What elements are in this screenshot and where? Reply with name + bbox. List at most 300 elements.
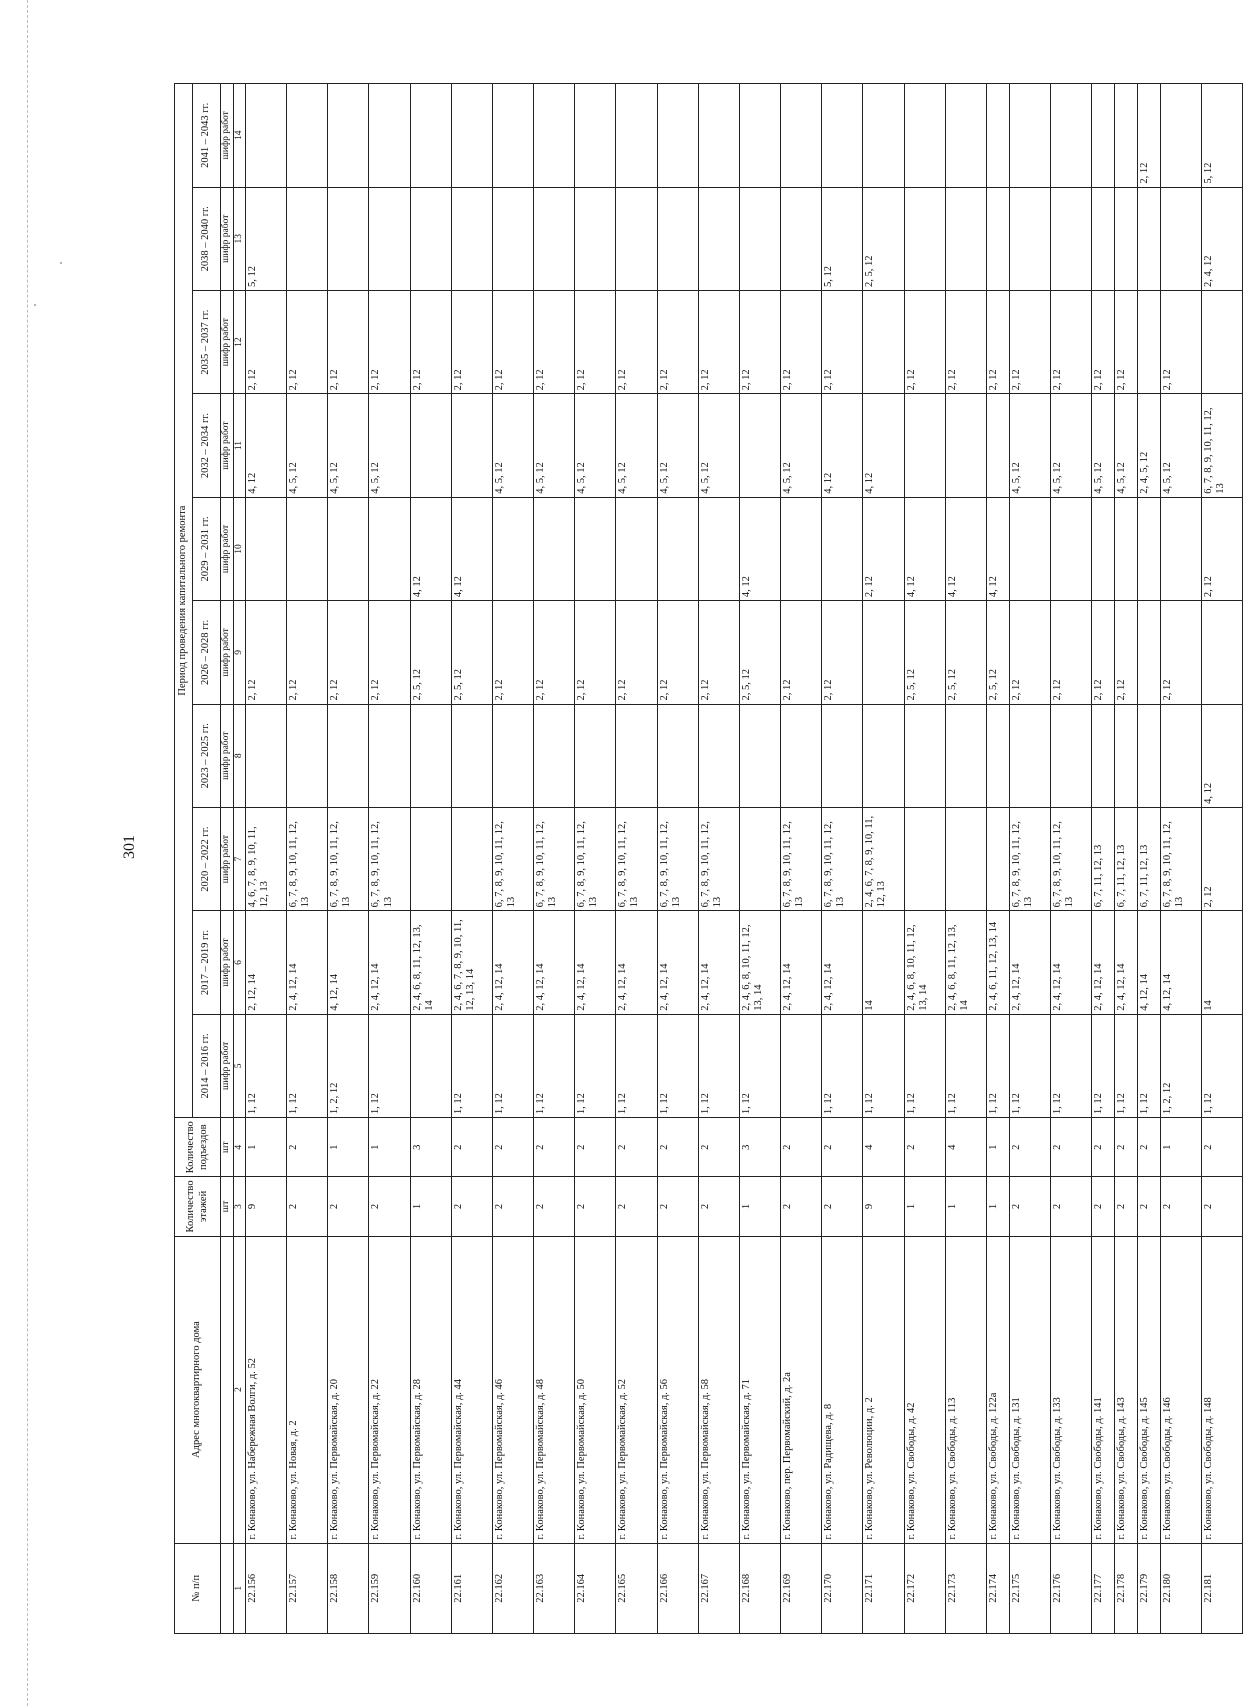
cell-work-2023-2025: [945, 704, 986, 807]
cell-row-number: 22.161: [451, 1543, 492, 1633]
cell-work-2017-2019: 2, 4, 6, 8, 10, 11, 12, 13, 14: [739, 911, 780, 1014]
cell-work-2023-2025: [698, 704, 739, 807]
cell-work-2038-2040: [945, 187, 986, 290]
header-unit-work: шифр работ: [221, 704, 234, 807]
table-row: [945, 84, 986, 1634]
cell-work-2014-2016: 1, 12: [534, 1014, 575, 1117]
header-floors: Количество этажей: [175, 1177, 221, 1236]
cell-work-2029-2031: [575, 497, 616, 600]
cell-work-2041-2043: [410, 84, 451, 188]
cell-work-2035-2037: 2, 12: [1160, 290, 1201, 393]
cell-work-2017-2019: 14: [863, 911, 904, 1014]
header-period: 2035 – 2037 гг.: [193, 290, 221, 393]
cell-floors: 1: [410, 1177, 451, 1236]
cell-work-2026-2028: 2, 5, 12: [904, 601, 945, 704]
header-period: 2032 – 2034 гг.: [193, 394, 221, 497]
cell-work-2032-2034: 4, 5, 12: [616, 394, 657, 497]
cell-work-2038-2040: [328, 187, 369, 290]
cell-work-2035-2037: 2, 12: [1050, 290, 1091, 393]
cell-work-2020-2022: [945, 807, 986, 910]
cell-work-2020-2022: 6, 7, 8, 9, 10, 11, 12, 13: [657, 807, 698, 910]
cell-work-2041-2043: [328, 84, 369, 188]
cell-floors: 2: [1091, 1177, 1114, 1236]
cell-work-2032-2034: 4, 5, 12: [1050, 394, 1091, 497]
header-column-numbers-row: [234, 84, 246, 1634]
cell-work-2032-2034: 6, 7, 8, 9, 10, 11, 12, 13: [1201, 394, 1242, 497]
cell-work-2017-2019: 2, 4, 6, 8, 10, 11, 12, 13, 14: [904, 911, 945, 1014]
cell-work-2017-2019: 4, 12, 14: [1160, 911, 1201, 1014]
cell-work-2032-2034: 4, 5, 12: [657, 394, 698, 497]
cell-work-2014-2016: [410, 1014, 451, 1117]
cell-floors: 2: [781, 1177, 822, 1236]
cell-work-2041-2043: [246, 84, 287, 188]
cell-work-2020-2022: 6, 7, 11, 12, 13: [1091, 807, 1114, 910]
cell-work-2023-2025: 4, 12: [1201, 704, 1242, 807]
cell-work-2032-2034: [451, 394, 492, 497]
cell-row-number: 22.172: [904, 1543, 945, 1633]
header-unit-work: шифр работ: [221, 187, 234, 290]
cell-address: г. Конаково, ул. Свободы, д. 148: [1201, 1236, 1242, 1543]
cell-row-number: 22.164: [575, 1543, 616, 1633]
cell-address: г. Конаково, пер. Первомайский, д. 2а: [781, 1236, 822, 1543]
cell-work-2032-2034: 4, 5, 12: [1160, 394, 1201, 497]
header-column-number: 12: [234, 290, 246, 393]
cell-work-2026-2028: 2, 12: [287, 601, 328, 704]
cell-work-2038-2040: 2, 4, 12: [1201, 187, 1242, 290]
cell-work-2023-2025: [904, 704, 945, 807]
cell-work-2023-2025: [287, 704, 328, 807]
cell-work-2017-2019: 2, 4, 6, 11, 12, 13, 14: [986, 911, 1009, 1014]
cell-work-2014-2016: 1, 12: [616, 1014, 657, 1117]
cell-entrances: 1: [369, 1118, 410, 1177]
cell-entrances: 3: [410, 1118, 451, 1177]
cell-address: г. Конаково, ул. Свободы, д. 131: [1009, 1236, 1050, 1543]
cell-work-2029-2031: [698, 497, 739, 600]
cell-work-2029-2031: [1114, 497, 1137, 600]
cell-row-number: 22.160: [410, 1543, 451, 1633]
cell-work-2020-2022: 6, 7, 8, 9, 10, 11, 12, 13: [698, 807, 739, 910]
header-period: 2020 – 2022 гг.: [193, 807, 221, 910]
cell-work-2026-2028: 2, 12: [492, 601, 533, 704]
header-period: 2029 – 2031 гг.: [193, 497, 221, 600]
cell-work-2017-2019: 2, 12, 14: [246, 911, 287, 1014]
cell-work-2038-2040: [451, 187, 492, 290]
cell-work-2029-2031: [1137, 497, 1160, 600]
table-body: [246, 84, 1243, 1634]
cell-work-2032-2034: 4, 12: [246, 394, 287, 497]
table-row: [657, 84, 698, 1634]
header-column-number: 13: [234, 187, 246, 290]
cell-address: г. Конаково, ул. Свободы, д. 141: [1091, 1236, 1114, 1543]
cell-work-2038-2040: [616, 187, 657, 290]
cell-work-2020-2022: [451, 807, 492, 910]
cell-address: г. Конаково, ул. Новая, д. 2: [287, 1236, 328, 1543]
cell-work-2029-2031: 4, 12: [986, 497, 1009, 600]
scan-speck: [60, 262, 62, 264]
cell-work-2038-2040: 2, 5, 12: [863, 187, 904, 290]
table-row: [575, 84, 616, 1634]
cell-work-2020-2022: 6, 7, 8, 9, 10, 11, 12, 13: [369, 807, 410, 910]
cell-row-number: 22.171: [863, 1543, 904, 1633]
cell-floors: 2: [1009, 1177, 1050, 1236]
header-period: 2023 – 2025 гг.: [193, 704, 221, 807]
cell-work-2035-2037: 2, 12: [945, 290, 986, 393]
cell-work-2032-2034: 4, 5, 12: [698, 394, 739, 497]
cell-work-2041-2043: [822, 84, 863, 188]
cell-work-2041-2043: [904, 84, 945, 188]
header-unit-work: шифр работ: [221, 911, 234, 1014]
cell-work-2035-2037: 2, 12: [287, 290, 328, 393]
cell-work-2032-2034: [904, 394, 945, 497]
cell-work-2029-2031: 4, 12: [904, 497, 945, 600]
cell-address: г. Конаково, ул. Первомайская, д. 56: [657, 1236, 698, 1543]
cell-work-2023-2025: [575, 704, 616, 807]
header-column-number: 2: [234, 1236, 246, 1543]
table-row: [1050, 84, 1091, 1634]
cell-work-2038-2040: [1091, 187, 1114, 290]
cell-work-2026-2028: [1201, 601, 1242, 704]
cell-work-2032-2034: [945, 394, 986, 497]
cell-work-2023-2025: [534, 704, 575, 807]
cell-work-2041-2043: [1009, 84, 1050, 188]
cell-floors: 1: [945, 1177, 986, 1236]
cell-work-2035-2037: [1137, 290, 1160, 393]
table-row: [822, 84, 863, 1634]
cell-work-2038-2040: [1009, 187, 1050, 290]
cell-entrances: 2: [451, 1118, 492, 1177]
cell-work-2020-2022: 6, 7, 8, 9, 10, 11, 12, 13: [328, 807, 369, 910]
cell-work-2029-2031: 4, 12: [451, 497, 492, 600]
table-row: [616, 84, 657, 1634]
cell-work-2020-2022: 6, 7, 8, 9, 10, 11, 12, 13: [1009, 807, 1050, 910]
cell-floors: 2: [534, 1177, 575, 1236]
cell-floors: 2: [1050, 1177, 1091, 1236]
cell-work-2038-2040: 5, 12: [246, 187, 287, 290]
cell-work-2020-2022: 4, 6, 7, 8, 9, 10, 11, 12, 13: [246, 807, 287, 910]
header-period: 2026 – 2028 гг.: [193, 601, 221, 704]
cell-work-2038-2040: [986, 187, 1009, 290]
cell-work-2041-2043: [575, 84, 616, 188]
cell-work-2041-2043: [1091, 84, 1114, 188]
cell-work-2038-2040: [1137, 187, 1160, 290]
scan-edge-mark: [27, 0, 29, 1706]
cell-work-2035-2037: 2, 12: [451, 290, 492, 393]
cell-work-2029-2031: 2, 12: [1201, 497, 1242, 600]
cell-work-2029-2031: [1009, 497, 1050, 600]
cell-work-2017-2019: 2, 4, 12, 14: [1114, 911, 1137, 1014]
cell-work-2029-2031: [328, 497, 369, 600]
cell-work-2017-2019: 2, 4, 6, 8, 11, 12, 13, 14: [945, 911, 986, 1014]
cell-work-2023-2025: [1009, 704, 1050, 807]
cell-floors: 2: [287, 1177, 328, 1236]
header-unit-empty: [221, 1543, 234, 1633]
header-units-row: [221, 84, 234, 1634]
table-row: [410, 84, 451, 1634]
cell-address: г. Конаково, ул. Свободы, д. 143: [1114, 1236, 1137, 1543]
cell-work-2017-2019: 4, 12, 14: [1137, 911, 1160, 1014]
cell-address: г. Конаково, ул. Свободы, д. 133: [1050, 1236, 1091, 1543]
cell-entrances: 2: [781, 1118, 822, 1177]
cell-entrances: 2: [575, 1118, 616, 1177]
header-num: № п/п: [175, 1543, 221, 1633]
table-row: [287, 84, 328, 1634]
cell-work-2038-2040: [781, 187, 822, 290]
cell-work-2038-2040: [410, 187, 451, 290]
cell-work-2020-2022: 2, 4, 6, 7, 8, 9, 10, 11, 12, 13: [863, 807, 904, 910]
cell-work-2020-2022: 6, 7, 8, 9, 10, 11, 12, 13: [781, 807, 822, 910]
cell-work-2026-2028: 2, 12: [1009, 601, 1050, 704]
cell-work-2014-2016: 1, 12: [369, 1014, 410, 1117]
cell-work-2023-2025: [1160, 704, 1201, 807]
cell-work-2038-2040: [492, 187, 533, 290]
header-column-number: 6: [234, 911, 246, 1014]
cell-work-2020-2022: [739, 807, 780, 910]
cell-work-2023-2025: [822, 704, 863, 807]
cell-work-2026-2028: 2, 12: [781, 601, 822, 704]
cell-work-2020-2022: 6, 7, 8, 9, 10, 11, 12, 13: [822, 807, 863, 910]
cell-row-number: 22.167: [698, 1543, 739, 1633]
cell-work-2026-2028: 2, 12: [698, 601, 739, 704]
cell-work-2029-2031: [1050, 497, 1091, 600]
cell-floors: 2: [328, 1177, 369, 1236]
cell-work-2023-2025: [328, 704, 369, 807]
cell-work-2017-2019: 2, 4, 12, 14: [534, 911, 575, 1014]
cell-work-2017-2019: 2, 4, 12, 14: [822, 911, 863, 1014]
cell-work-2041-2043: [287, 84, 328, 188]
cell-work-2035-2037: 2, 12: [698, 290, 739, 393]
cell-work-2029-2031: [492, 497, 533, 600]
cell-work-2038-2040: [657, 187, 698, 290]
cell-row-number: 22.157: [287, 1543, 328, 1633]
cell-address: г. Конаково, ул. Первомайская, д. 44: [451, 1236, 492, 1543]
cell-work-2035-2037: 2, 12: [1009, 290, 1050, 393]
cell-work-2035-2037: 2, 12: [246, 290, 287, 393]
cell-work-2017-2019: 4, 12, 14: [328, 911, 369, 1014]
cell-floors: 2: [1114, 1177, 1137, 1236]
cell-work-2023-2025: [246, 704, 287, 807]
cell-floors: 2: [451, 1177, 492, 1236]
cell-work-2035-2037: 2, 12: [781, 290, 822, 393]
cell-work-2017-2019: 2, 4, 12, 14: [575, 911, 616, 1014]
cell-work-2026-2028: 2, 5, 12: [945, 601, 986, 704]
header-column-number: 8: [234, 704, 246, 807]
cell-row-number: 22.176: [1050, 1543, 1091, 1633]
cell-entrances: 2: [657, 1118, 698, 1177]
cell-work-2026-2028: 2, 12: [616, 601, 657, 704]
cell-work-2029-2031: [781, 497, 822, 600]
cell-work-2035-2037: 2, 12: [986, 290, 1009, 393]
cell-work-2029-2031: [369, 497, 410, 600]
header-column-number: 14: [234, 84, 246, 188]
cell-work-2032-2034: 4, 12: [863, 394, 904, 497]
cell-address: г. Конаково, ул. Революции, д. 2: [863, 1236, 904, 1543]
cell-work-2032-2034: [986, 394, 1009, 497]
cell-work-2035-2037: 2, 12: [739, 290, 780, 393]
cell-work-2020-2022: 2, 12: [1201, 807, 1242, 910]
cell-work-2020-2022: 6, 7, 11, 12, 13: [1114, 807, 1137, 910]
cell-floors: 1: [904, 1177, 945, 1236]
cell-work-2041-2043: [616, 84, 657, 188]
cell-work-2020-2022: 6, 7, 8, 9, 10, 11, 12, 13: [492, 807, 533, 910]
cell-work-2020-2022: 6, 7, 8, 9, 10, 11, 12, 13: [1160, 807, 1201, 910]
cell-entrances: 1: [1160, 1118, 1201, 1177]
cell-work-2023-2025: [863, 704, 904, 807]
header-unit-work: шифр работ: [221, 807, 234, 910]
table-row: [1091, 84, 1114, 1634]
cell-work-2032-2034: 4, 12: [822, 394, 863, 497]
header-column-number: 11: [234, 394, 246, 497]
cell-work-2026-2028: 2, 12: [328, 601, 369, 704]
cell-row-number: 22.158: [328, 1543, 369, 1633]
cell-floors: 2: [822, 1177, 863, 1236]
cell-row-number: 22.178: [1114, 1543, 1137, 1633]
table-row: [492, 84, 533, 1634]
cell-work-2029-2031: [822, 497, 863, 600]
cell-row-number: 22.163: [534, 1543, 575, 1633]
cell-work-2017-2019: 2, 4, 12, 14: [1091, 911, 1114, 1014]
header-unit-work: шифр работ: [221, 394, 234, 497]
cell-work-2026-2028: 2, 12: [1114, 601, 1137, 704]
cell-work-2038-2040: [534, 187, 575, 290]
cell-address: г. Конаково, ул. Свободы, д. 122а: [986, 1236, 1009, 1543]
header-period: 2038 – 2040 гг.: [193, 187, 221, 290]
cell-work-2041-2043: [1050, 84, 1091, 188]
cell-address: г. Конаково, ул. Набережная Волги, д. 52: [246, 1236, 287, 1543]
cell-address: г. Конаково, ул. Свободы, д. 113: [945, 1236, 986, 1543]
cell-work-2020-2022: [410, 807, 451, 910]
cell-work-2023-2025: [410, 704, 451, 807]
cell-floors: 2: [1201, 1177, 1242, 1236]
cell-work-2023-2025: [451, 704, 492, 807]
cell-work-2038-2040: [1160, 187, 1201, 290]
table-row: [1201, 84, 1242, 1634]
header-unit-work: шифр работ: [221, 290, 234, 393]
table-row: [534, 84, 575, 1634]
cell-work-2023-2025: [1050, 704, 1091, 807]
cell-work-2032-2034: 4, 5, 12: [781, 394, 822, 497]
cell-work-2014-2016: 1, 12: [492, 1014, 533, 1117]
cell-row-number: 22.173: [945, 1543, 986, 1633]
cell-work-2017-2019: 2, 4, 12, 14: [287, 911, 328, 1014]
header-period: 2017 – 2019 гг.: [193, 911, 221, 1014]
header-column-number: 3: [234, 1177, 246, 1236]
header-column-number: 1: [234, 1543, 246, 1633]
header-entrances: Количество подъездов: [175, 1118, 221, 1177]
cell-row-number: 22.181: [1201, 1543, 1242, 1633]
cell-work-2014-2016: 1, 12: [575, 1014, 616, 1117]
cell-work-2023-2025: [492, 704, 533, 807]
cell-entrances: 2: [1114, 1118, 1137, 1177]
cell-work-2038-2040: [904, 187, 945, 290]
header-unit-work: шифр работ: [221, 497, 234, 600]
cell-work-2017-2019: 2, 4, 12, 14: [657, 911, 698, 1014]
cell-floors: 2: [616, 1177, 657, 1236]
rotated-table-container: [174, 83, 1243, 1634]
cell-row-number: 22.159: [369, 1543, 410, 1633]
cell-address: г. Конаково, ул. Первомайская, д. 46: [492, 1236, 533, 1543]
cell-work-2029-2031: [287, 497, 328, 600]
cell-floors: 2: [657, 1177, 698, 1236]
header-address: Адрес многоквартирного дома: [175, 1236, 221, 1543]
cell-work-2035-2037: [863, 290, 904, 393]
cell-floors: 1: [739, 1177, 780, 1236]
cell-address: г. Конаково, ул. Свободы, д. 146: [1160, 1236, 1201, 1543]
cell-work-2035-2037: 2, 12: [1091, 290, 1114, 393]
cell-work-2020-2022: [986, 807, 1009, 910]
cell-floors: 9: [863, 1177, 904, 1236]
cell-work-2035-2037: 2, 12: [616, 290, 657, 393]
cell-work-2014-2016: 1, 12: [246, 1014, 287, 1117]
table-row: [986, 84, 1009, 1634]
cell-work-2029-2031: [1091, 497, 1114, 600]
cell-work-2032-2034: [739, 394, 780, 497]
cell-work-2038-2040: [1114, 187, 1137, 290]
cell-row-number: 22.180: [1160, 1543, 1201, 1633]
table-row: [1137, 84, 1160, 1634]
cell-work-2017-2019: 2, 4, 12, 14: [698, 911, 739, 1014]
cell-work-2041-2043: [986, 84, 1009, 188]
cell-work-2026-2028: 2, 12: [369, 601, 410, 704]
cell-work-2041-2043: [1114, 84, 1137, 188]
cell-work-2041-2043: [945, 84, 986, 188]
cell-work-2035-2037: 2, 12: [1114, 290, 1137, 393]
capital-repair-schedule-table: [174, 83, 1243, 1634]
cell-work-2026-2028: 2, 5, 12: [739, 601, 780, 704]
cell-work-2032-2034: 4, 5, 12: [287, 394, 328, 497]
cell-work-2035-2037: 2, 12: [657, 290, 698, 393]
cell-entrances: 2: [904, 1118, 945, 1177]
cell-address: г. Конаково, ул. Первомайская, д. 71: [739, 1236, 780, 1543]
cell-work-2032-2034: 4, 5, 12: [369, 394, 410, 497]
cell-work-2041-2043: [534, 84, 575, 188]
cell-entrances: 2: [492, 1118, 533, 1177]
cell-work-2029-2031: [534, 497, 575, 600]
cell-entrances: 2: [1137, 1118, 1160, 1177]
cell-entrances: 2: [287, 1118, 328, 1177]
cell-floors: 2: [369, 1177, 410, 1236]
cell-row-number: 22.166: [657, 1543, 698, 1633]
cell-row-number: 22.179: [1137, 1543, 1160, 1633]
cell-work-2041-2043: [369, 84, 410, 188]
cell-work-2023-2025: [739, 704, 780, 807]
cell-work-2023-2025: [1137, 704, 1160, 807]
cell-work-2026-2028: 2, 12: [246, 601, 287, 704]
cell-address: г. Конаково, ул. Первомайская, д. 28: [410, 1236, 451, 1543]
cell-work-2014-2016: [781, 1014, 822, 1117]
cell-work-2026-2028: 2, 12: [575, 601, 616, 704]
cell-address: г. Конаково, ул. Первомайская, д. 52: [616, 1236, 657, 1543]
table-row: [781, 84, 822, 1634]
header-unit-work: шифр работ: [221, 84, 234, 188]
cell-row-number: 22.165: [616, 1543, 657, 1633]
cell-work-2029-2031: [657, 497, 698, 600]
cell-work-2041-2043: [451, 84, 492, 188]
cell-work-2041-2043: [657, 84, 698, 188]
cell-work-2023-2025: [369, 704, 410, 807]
table-row: [246, 84, 287, 1634]
header-unit-work: шифр работ: [221, 601, 234, 704]
cell-work-2029-2031: 2, 12: [863, 497, 904, 600]
cell-work-2032-2034: 2, 4, 5, 12: [1137, 394, 1160, 497]
cell-work-2041-2043: 5, 12: [1201, 84, 1242, 188]
cell-work-2038-2040: [575, 187, 616, 290]
header-column-number: 5: [234, 1014, 246, 1117]
cell-work-2026-2028: 2, 12: [1050, 601, 1091, 704]
cell-work-2023-2025: [657, 704, 698, 807]
cell-work-2035-2037: 2, 12: [492, 290, 533, 393]
cell-entrances: 2: [616, 1118, 657, 1177]
cell-work-2035-2037: [1201, 290, 1242, 393]
